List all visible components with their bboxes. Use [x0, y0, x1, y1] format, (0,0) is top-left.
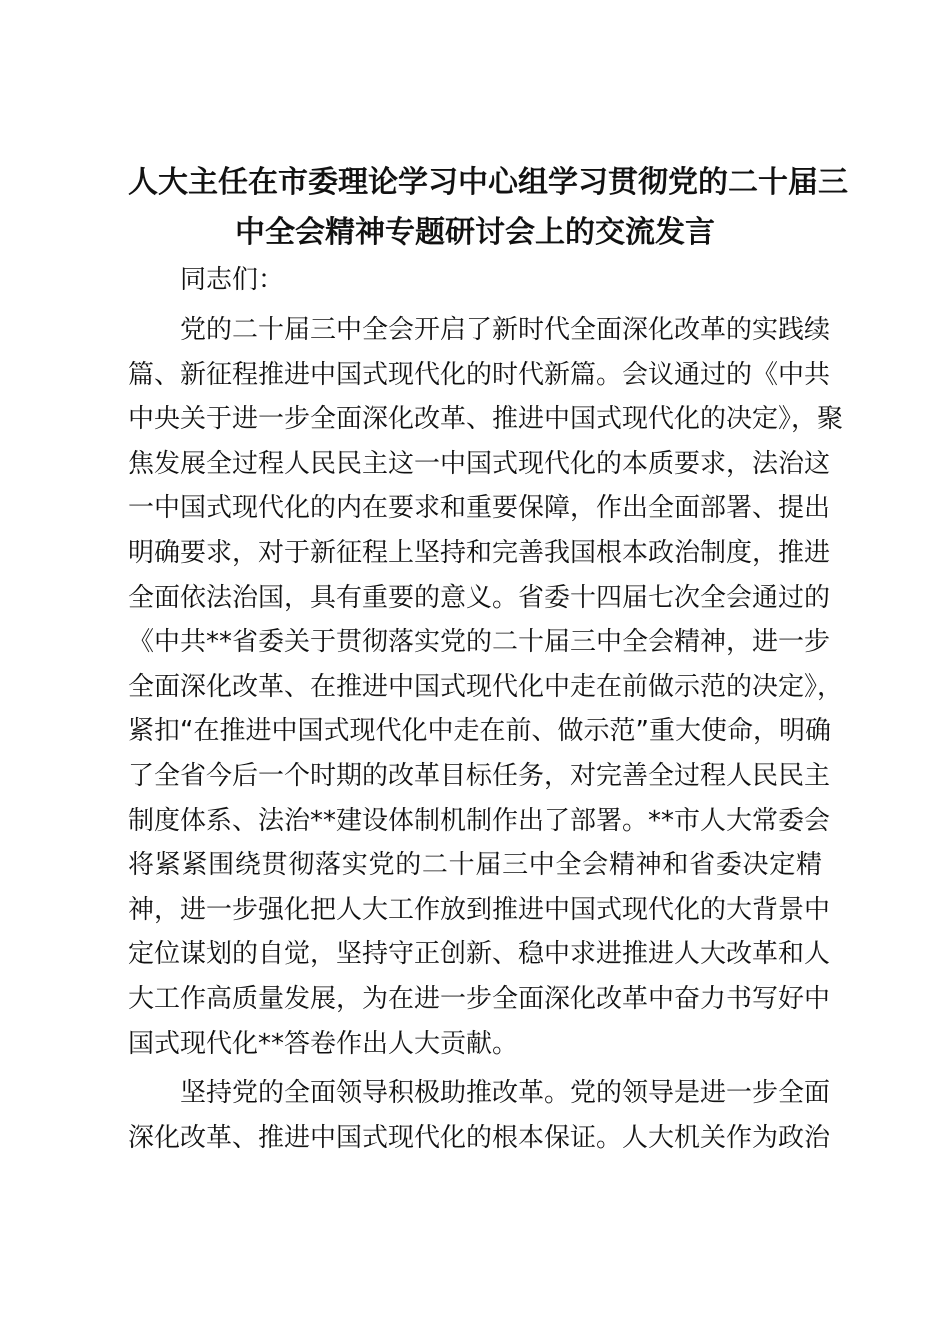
text-line: 坚持党的全面领导积极助推改革。党的领导是进一步全面 — [180, 1078, 831, 1109]
paragraph-2 — [128, 1071, 831, 1160]
text-line: 焦发展全过程人民民主这一中国式现代化的本质要求，法治这 — [128, 448, 831, 479]
paragraph-1 — [128, 308, 844, 1066]
title-line-1: 人大主任在市委理论学习中心组学习贯彻党的二十届三 — [128, 165, 848, 200]
document-title — [128, 158, 848, 258]
text-line: 深化改革、推进中国式现代化的根本保证。人大机关作为政治 — [128, 1122, 831, 1153]
text-line: 国式现代化**答卷作出人大贡献。 — [128, 1028, 519, 1059]
text-line: 大工作高质量发展，为在进一步全面深化改革中奋力书写好中 — [128, 983, 831, 1014]
text-line: 定位谋划的自觉，坚持守正创新、稳中求进推进人大改革和人 — [128, 939, 831, 970]
text-line: 紧扣“在推进中国式现代化中走在前、做示范”重大使命，明确 — [128, 716, 831, 747]
text-line: 将紧紧围绕贯彻落实党的二十届三中全会精神和省委决定精 — [128, 850, 822, 881]
text-line: 了全省今后一个时期的改革目标任务，对完善全过程人民民主 — [128, 760, 831, 791]
text-line: 《中共**省委关于贯彻落实党的二十届三中全会精神，进一步 — [128, 627, 831, 658]
text-line: 神，进一步强化把人大工作放到推进中国式现代化的大背景中 — [128, 894, 831, 925]
text-line: 党的二十届三中全会开启了新时代全面深化改革的实践续 — [180, 315, 831, 345]
text-line: 明确要求，对于新征程上坚持和完善我国根本政治制度，推进 — [128, 537, 831, 568]
text-line: 全面深化改革、在推进中国式现代化中走在前做示范的决定》， — [128, 671, 844, 702]
salutation: 同志们： — [180, 265, 285, 295]
text-line: 篇、新征程推进中国式现代化的时代新篇。会议通过的《中共 — [128, 359, 831, 390]
text-line: 一中国式现代化的内在要求和重要保障，作出全面部署、提出 — [128, 493, 831, 524]
text-line: 中央关于进一步全面深化改革、推进中国式现代化的决定》，聚 — [128, 404, 844, 435]
title-line-2: 中全会精神专题研讨会上的交流发言 — [235, 215, 715, 250]
text-line: 制度体系、法治**建设体制机制作出了部署。**市人大常委会 — [128, 805, 831, 836]
document-page — [128, 158, 848, 1160]
text-line: 全面依法治国，具有重要的意义。省委十四届七次全会通过的 — [128, 582, 831, 613]
